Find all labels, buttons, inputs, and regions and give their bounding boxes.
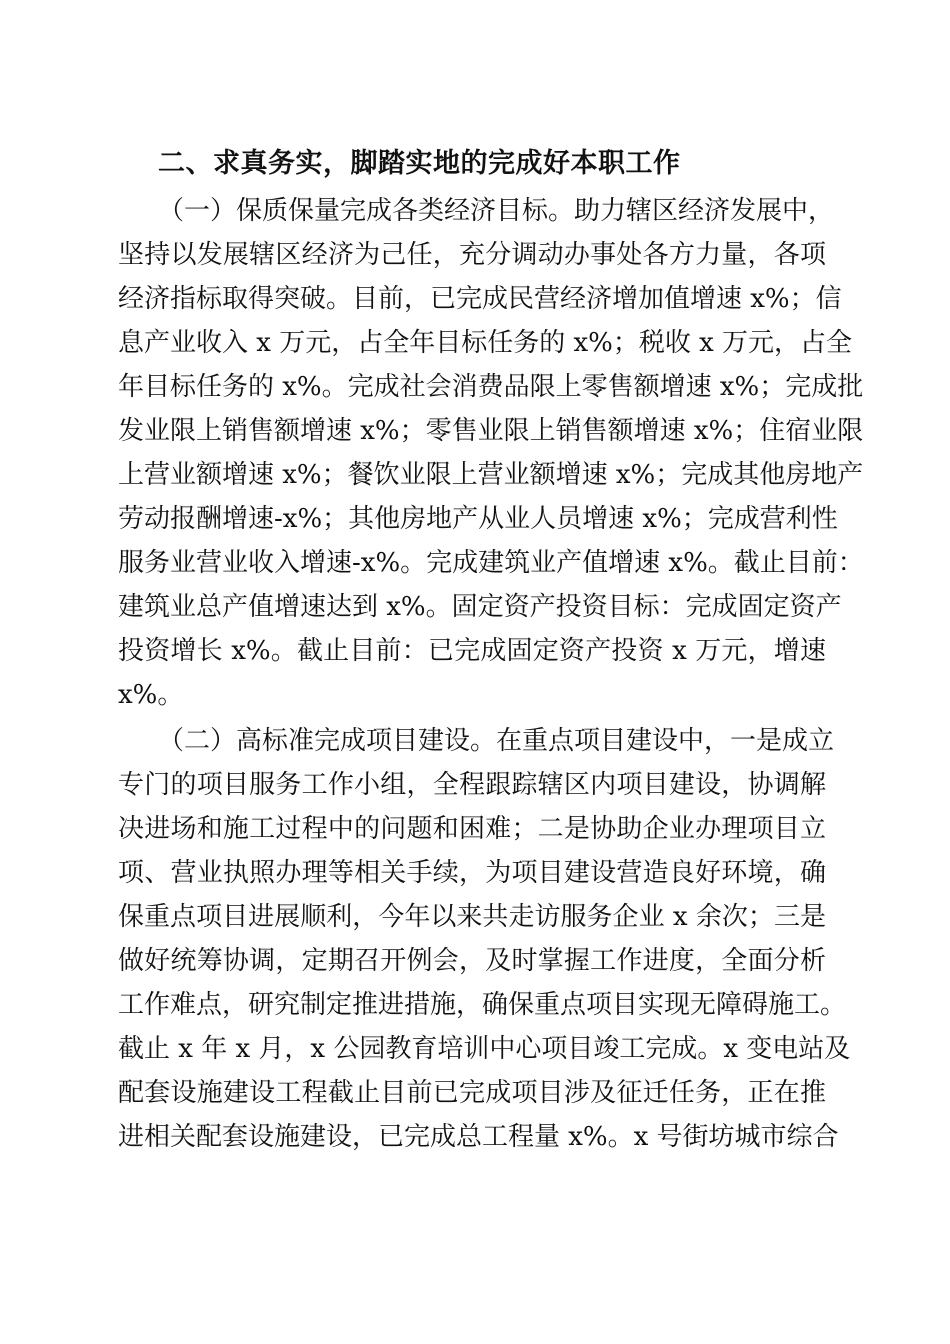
text-line: （一）保质保量完成各类经济目标。助力辖区经济发展中， [158,196,835,226]
text-line: 配套设施建设工程截止目前已完成项目涉及征迁任务，正在推 [118,1078,826,1108]
text-line: 进相关配套设施建设，已完成总工程量 x%。x 号街坊城市综合 [118,1122,839,1152]
text-line: 上营业额增速 x%；餐饮业限上营业额增速 x%；完成其他房地产 [118,460,864,490]
text-line: 截止 x 年 x 月，x 公园教育培训中心项目竣工完成。x 变电站及 [118,1034,851,1064]
text-line: （二）高标准完成项目建设。在重点项目建设中，一是成立 [158,726,835,756]
text-line: 专门的项目服务工作小组，全程跟踪辖区内项目建设，协调解 [118,770,826,800]
text-line: 建筑业总产值增速达到 x%。固定资产投资目标：完成固定资产 [118,592,842,622]
text-line: x%。 [118,680,184,710]
text-line: 年目标任务的 x%。完成社会消费品限上零售额增速 x%；完成批 [118,372,864,402]
text-line: 息产业收入 x 万元，占全年目标任务的 x%；税收 x 万元，占全 [118,328,853,358]
text-line: 服务业营业收入增速-x%。完成建筑业产值增速 x%。截止目前： [118,548,864,578]
text-line: 决进场和施工过程中的问题和困难；二是协助企业办理项目立 [118,814,826,844]
text-line: 坚持以发展辖区经济为己任，充分调动办事处各方力量，各项 [118,240,826,270]
section-heading: 二、求真务实，脚踏实地的完成好本职工作 [158,148,681,179]
text-line: 做好统筹协调，定期召开例会，及时掌握工作进度，全面分析 [118,946,826,976]
text-line: 发业限上销售额增速 x%；零售业限上销售额增速 x%；住宿业限 [118,416,864,446]
text-line: 项、营业执照办理等相关手续，为项目建设营造良好环境，确 [118,858,826,888]
text-line: 经济指标取得突破。目前，已完成民营经济增加值增速 x%；信 [118,284,842,314]
text-line: 保重点项目进展顺利，今年以来共走访服务企业 x 余次；三是 [118,902,826,932]
text-line: 劳动报酬增速-x%；其他房地产从业人员增速 x%；完成营利性 [118,504,838,534]
text-line: 工作难点，研究制定推进措施，确保重点项目实现无障碍施工。 [118,990,847,1020]
text-line: 投资增长 x%。截止目前：已完成固定资产投资 x 万元，增速 [118,636,826,666]
